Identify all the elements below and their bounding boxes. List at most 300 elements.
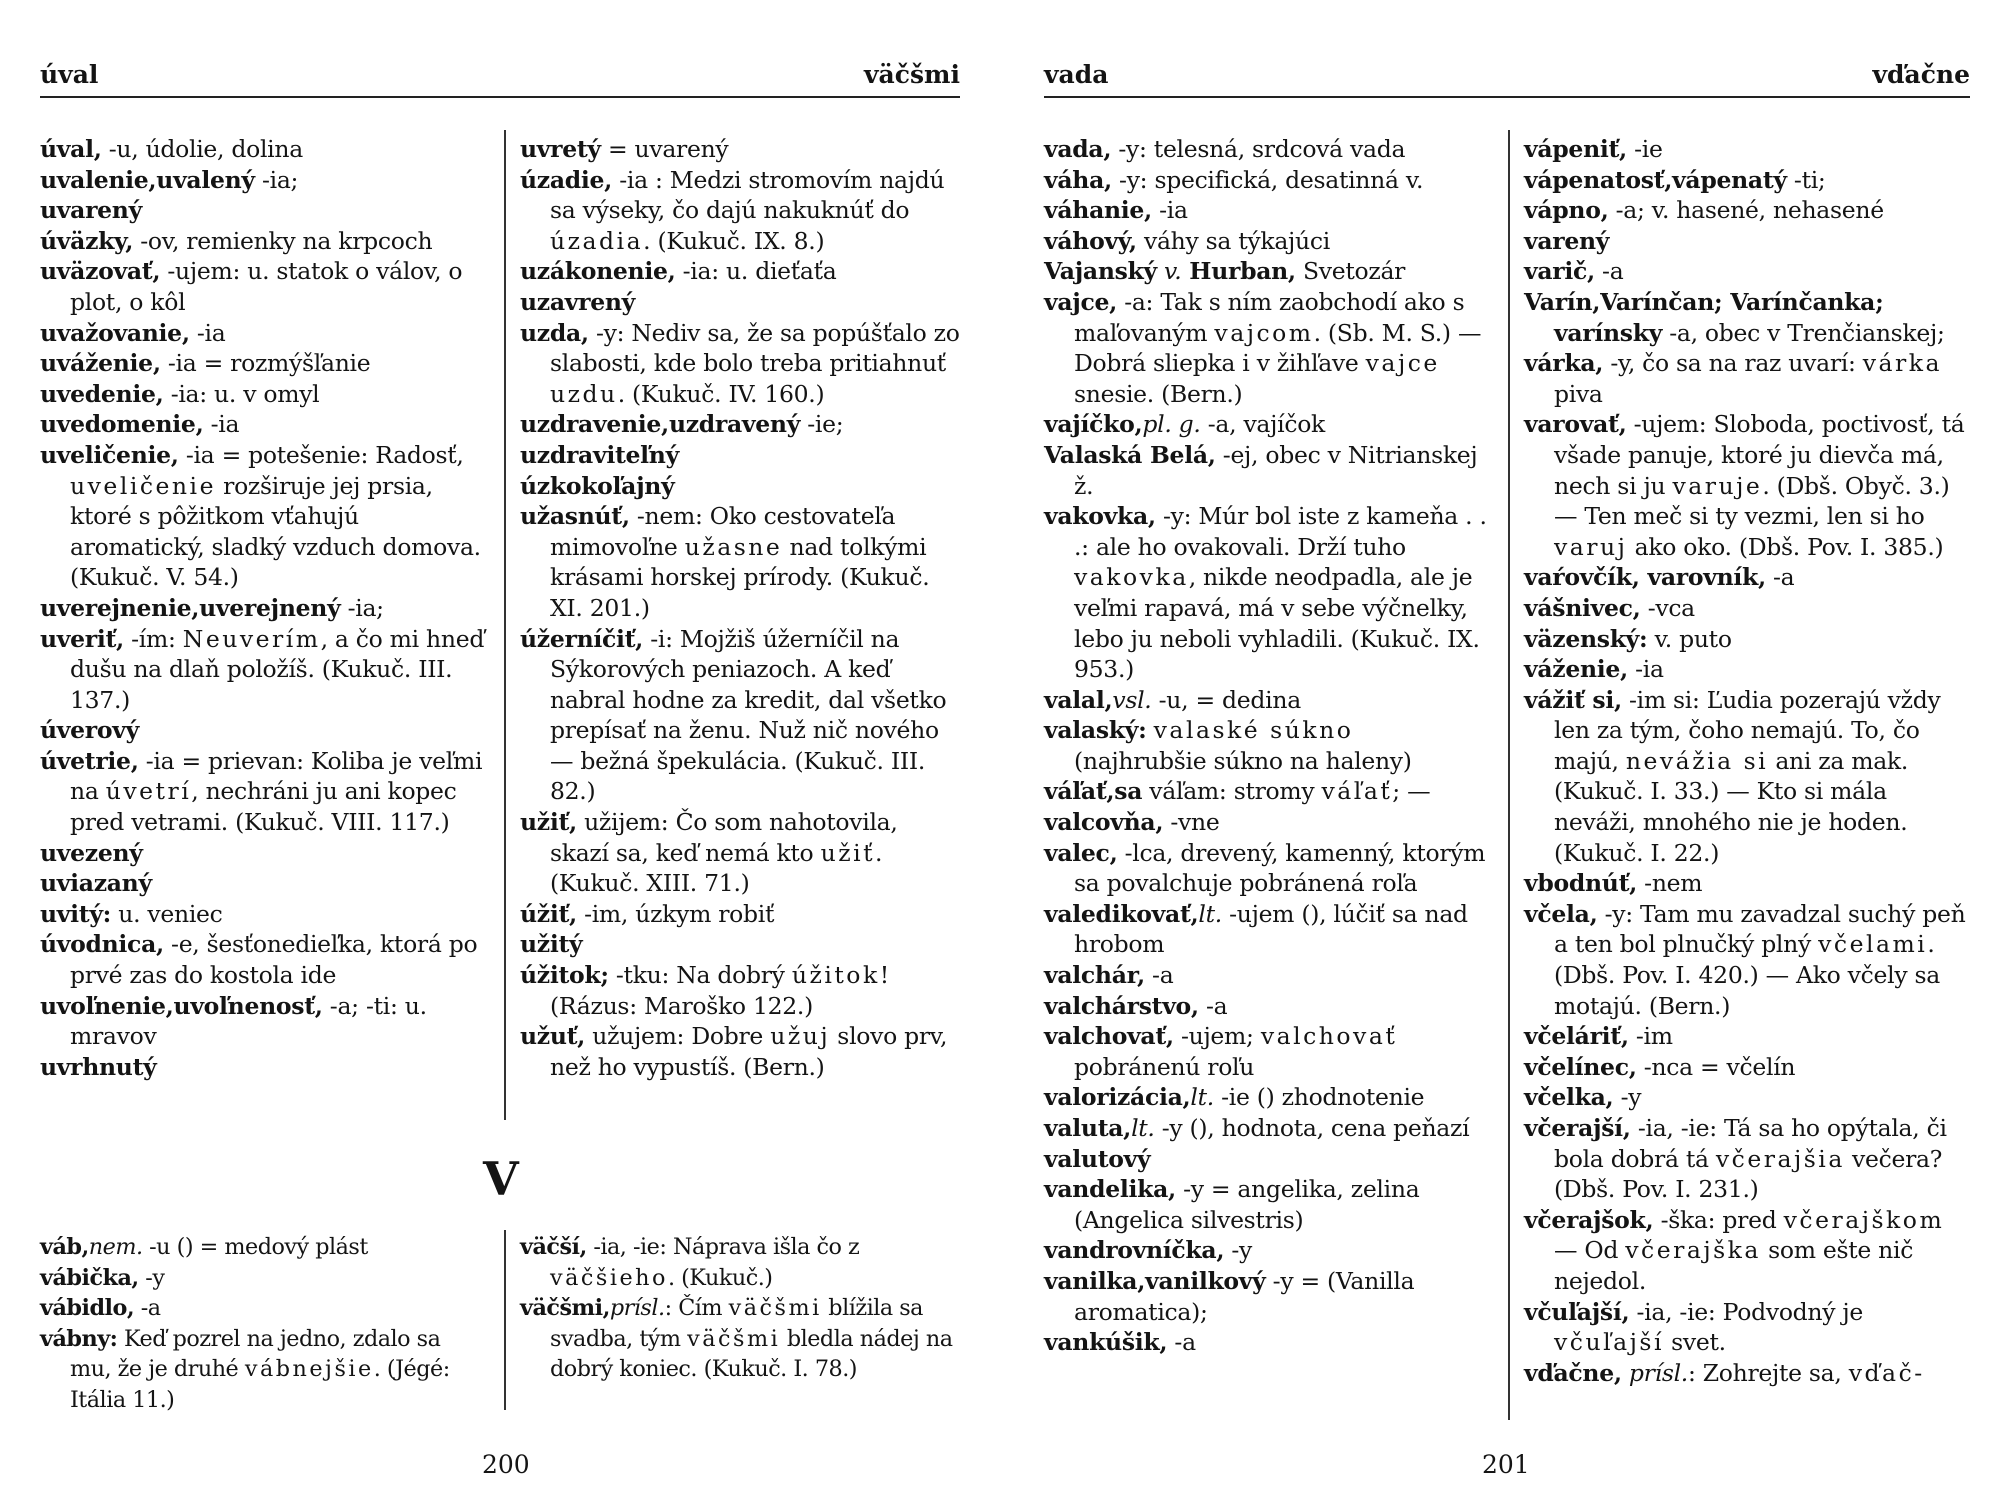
headword: užasnúť,: [520, 502, 630, 531]
header-rule: [1044, 96, 1970, 98]
right-page: [998, 0, 1996, 1500]
definition-text: -ia, -ie: Podvodný je: [1629, 1297, 1863, 1326]
column-rule: [504, 130, 506, 1120]
dictionary-entry: [520, 165, 962, 257]
definition-text: -vca: [1640, 593, 1695, 622]
headword: úžerníčiť,: [520, 624, 644, 653]
definition-text: -u,: [1151, 685, 1196, 714]
headword: valedikovať,: [1044, 899, 1199, 928]
headword: uverejnený: [199, 593, 341, 622]
dictionary-entry: [1524, 287, 1970, 348]
definition-text: -ia, -ie: Náprava išla čo z: [586, 1234, 860, 1260]
definition-text: -ie;: [800, 410, 844, 439]
headword: váženie,: [1524, 655, 1628, 684]
dictionary-entry: [520, 409, 962, 440]
headword: uzdravený: [668, 410, 801, 439]
dictionary-entry: [520, 1232, 962, 1293]
headword: Valaská Belá,: [1044, 440, 1216, 469]
definition-text: v. puto: [1647, 624, 1732, 653]
spaced-example: včelami: [1818, 930, 1928, 959]
spaced-example: väčšmi: [687, 1325, 781, 1352]
definition-text: -ška: pred: [1653, 1205, 1784, 1234]
headword: uvažovanie,: [40, 318, 190, 347]
definition-text: -ia = rozmýšľanie: [160, 349, 371, 378]
definition-text: -ia: u. dieťaťa: [675, 257, 837, 286]
headword: vankúšik,: [1044, 1328, 1168, 1357]
spaced-example: včerajškom: [1783, 1205, 1945, 1234]
headword: uzavrený: [520, 287, 635, 316]
definition-text: slovo prv, než ho vypustíš. (Bern.): [550, 1022, 948, 1081]
definition-text: -y: [1224, 1236, 1253, 1265]
definition-text: . (Kukuč.): [667, 1264, 773, 1291]
spaced-example: úžitok: [791, 961, 880, 990]
column-2: [520, 134, 962, 1082]
headword: uverejnenie,: [40, 593, 200, 622]
definition-text: -e, šesťonedieľka, ktorá po prvé zas do kostola ide: [70, 930, 478, 990]
dictionary-entry: [1524, 899, 1970, 1021]
dictionary-entry: [520, 134, 962, 165]
headword: váb,: [40, 1234, 89, 1260]
definition-text: . (Sb. M. S.) — Dobrá sliepka i v žihľave: [1074, 318, 1482, 378]
definition-text: -ia = prievan: Koliba je veľmi na: [70, 746, 483, 806]
definition-text: -ujem: u. statok o válov, o plot, o kôl: [70, 257, 463, 316]
spaced-example: užuj: [770, 1022, 831, 1051]
dictionary-entry: [1044, 165, 1488, 196]
definition-text: váľam: stromy: [1142, 777, 1322, 806]
headword: uvrhnutý: [40, 1052, 157, 1081]
definition-text: -im si: Ľudia pozerajú vždy len za tým, čoho nemajú. To, čo majú,: [1554, 685, 1941, 775]
running-head-left: úval: [40, 60, 99, 89]
definition-text: -a, obec v Trenčianskej;: [1662, 318, 1945, 347]
headword: vábička,: [40, 1264, 139, 1291]
dictionary-entry: [520, 960, 962, 1021]
headword: včerajšok,: [1524, 1205, 1654, 1234]
spaced-example: včuľajší: [1554, 1328, 1664, 1357]
dictionary-entry: [1044, 409, 1488, 440]
headword: uváženie,: [40, 349, 161, 378]
definition-text: vajíčok: [1243, 410, 1325, 439]
dictionary-entry: [1044, 838, 1488, 899]
column-3: [40, 1232, 488, 1416]
definition-text: -a: [1594, 257, 1624, 286]
definition-text: , nikde neodpadla, ale je veľmi rapavá, má v sebe výčnelky, lebo ju neboli vyhladili. (Kukuč. IX. 953.): [1074, 563, 1480, 684]
grammar-note: prísl.: [1621, 1358, 1688, 1387]
dictionary-entry: [1044, 807, 1488, 838]
headword: várka,: [1524, 349, 1604, 378]
headword: užuť,: [520, 1022, 586, 1051]
definition-text: -a: [1765, 563, 1795, 592]
dictionary-entry: [1524, 593, 1970, 624]
dictionary-entry: [1044, 1021, 1488, 1082]
headword: včerajší,: [1524, 1114, 1631, 1142]
page-number: 200: [482, 1450, 530, 1479]
definition-text: = dedina: [1195, 685, 1301, 714]
dictionary-entry: [1524, 1052, 1970, 1083]
definition-text: -u, údolie, dolina: [101, 135, 303, 163]
headword: včuľajší,: [1524, 1297, 1630, 1326]
headword: Vajanský: [1044, 257, 1157, 286]
dictionary-entry: [520, 501, 962, 623]
definition-text: -a: [134, 1295, 161, 1322]
definition-text: (najhrubšie súkno na haleny): [1074, 746, 1412, 775]
headword: Hurban,: [1181, 257, 1296, 286]
definition-text: pobránenú roľu: [1074, 1052, 1255, 1081]
headword: uzda,: [520, 318, 589, 347]
dictionary-entry: [1044, 991, 1488, 1022]
dictionary-entry: [520, 1021, 962, 1082]
definition-text: -y: [138, 1264, 165, 1291]
headword: uviazaný: [40, 869, 152, 898]
dictionary-entry: [1524, 685, 1970, 869]
headword: včelka,: [1524, 1083, 1614, 1112]
headword: vaŕovčík, varovník,: [1524, 563, 1766, 592]
dictionary-entry: [1044, 776, 1488, 807]
spaced-example: nevážia si: [1625, 746, 1769, 775]
dictionary-entry: [40, 1293, 488, 1324]
definition-text: -ia: [1151, 196, 1188, 225]
headword: vandelika,: [1044, 1175, 1176, 1204]
headword: uvretý: [520, 135, 601, 163]
definition-text: u. veniec: [111, 899, 223, 928]
definition-text: . (Jégé: Itália 11.): [70, 1356, 450, 1413]
headword: valchár,: [1044, 961, 1145, 990]
dictionary-entry: [520, 899, 962, 930]
dictionary-entry: [40, 1324, 488, 1416]
dictionary-entry: [40, 379, 488, 410]
headword: varený: [1524, 226, 1610, 255]
definition-text: -ia, -ie: Tá sa ho opýtala, či bola dobrá tá: [1554, 1114, 1947, 1173]
dictionary-entry: [40, 868, 488, 899]
definition-text: : Čím: [664, 1295, 729, 1322]
definition-text: . (Dbš. Pov. I. 420.) — Ako včely sa motajú. (Bern.): [1554, 930, 1940, 1020]
definition-text: . (Kukuč. IV. 160.): [617, 379, 825, 408]
definition-text: -ia: [203, 410, 240, 439]
dictionary-entry: [40, 715, 488, 746]
definition-text: -y: Tam mu zavadzal suchý peň a ten bol plnučký plný: [1554, 899, 1966, 959]
definition-text: . (Kukuč. IX. 8.): [643, 226, 825, 255]
definition-text: -ie (: [1213, 1083, 1266, 1112]
dictionary-entry: [1044, 501, 1488, 685]
dictionary-entry: [40, 1052, 488, 1083]
definition-text: ) zhodnotenie: [1265, 1083, 1425, 1112]
headword: váhanie,: [1044, 196, 1152, 225]
definition-text: Svetozár: [1295, 257, 1406, 286]
running-head-left: vada: [1044, 60, 1109, 89]
dictionary-entry: [1524, 624, 1970, 655]
definition-text: ), hodnota, cena peňazí: [1198, 1114, 1470, 1142]
spaced-example: valaské súkno: [1153, 716, 1354, 745]
definition-text: -y: [1613, 1083, 1642, 1112]
definition-text: -ujem (: [1221, 899, 1311, 928]
headword: uvedomenie,: [40, 410, 204, 439]
dictionary-entry: [1524, 195, 1970, 226]
definition-text: -nca = včelín: [1636, 1052, 1796, 1081]
dictionary-entry: [40, 991, 488, 1052]
spaced-example: včerajšia: [1715, 1144, 1845, 1173]
definition-text: -nem: [1637, 869, 1703, 898]
headword: väčšmi,: [520, 1295, 610, 1322]
headword: vápeniť,: [1524, 135, 1627, 163]
headword: úzadie,: [520, 165, 613, 194]
definition-text: -a: [1198, 991, 1228, 1020]
definition-text: -y = angelika, zelina (Angelica silvestris): [1074, 1175, 1420, 1234]
definition-text: -ia;: [340, 593, 384, 622]
headword: uvalenie,: [40, 165, 157, 194]
dictionary-entry: [1044, 1266, 1488, 1327]
definition-text: -vne: [1163, 808, 1220, 837]
headword: uvalený: [156, 165, 255, 194]
headword: vápenatý: [1672, 165, 1787, 194]
definition-text: ; —: [1392, 777, 1431, 806]
headword: vada,: [1044, 135, 1112, 163]
spaced-example: väčšmi: [728, 1295, 822, 1322]
definition-text: -ia = potešenie: Radosť,: [178, 440, 464, 469]
dictionary-entry: [520, 440, 962, 471]
headword: valchárstvo,: [1044, 991, 1199, 1020]
grammar-note: lt.: [1198, 899, 1222, 928]
spaced-example: vábnejšie: [244, 1356, 374, 1383]
definition-text: -lca, drevený, kamenný, ktorým sa povalchuje pobránená roľa: [1074, 838, 1486, 898]
dictionary-entry: [1524, 348, 1970, 409]
dictionary-entry: [1524, 1082, 1970, 1113]
dictionary-entry: [1044, 1113, 1488, 1144]
headword: vbodnúť,: [1524, 869, 1638, 898]
definition-text: -u (: [142, 1234, 185, 1260]
headword: uvitý:: [40, 899, 112, 928]
grammar-note: prísl.: [609, 1295, 665, 1322]
headword: valuta,: [1044, 1114, 1132, 1142]
dictionary-entry: [1044, 960, 1488, 991]
dictionary-entry: [40, 929, 488, 990]
headword: vápno,: [1524, 196, 1609, 225]
definition-text: -ti;: [1786, 165, 1826, 194]
dictionary-entry: [1044, 715, 1488, 776]
definition-text: -i: Mojžiš úžerníčil na Sýkorových peniazoch. A keď nabral hodne za kredit, dal všetko prepísať na ženu. Nuž nič nového — bežná špekulácia. (Kukuč. III. 82.): [550, 624, 947, 806]
spaced-example: vajce: [1365, 349, 1440, 378]
definition-text: nad tolkými krásami horskej prírody. (Kukuč. XI. 201.): [550, 532, 930, 622]
spaced-example: úzadia: [550, 226, 644, 255]
dictionary-entry: [40, 624, 488, 716]
definition-text: -y = (Vanilla aromatica);: [1074, 1266, 1415, 1326]
spaced-example: varuje: [1672, 471, 1763, 500]
dictionary-entry: [520, 318, 962, 410]
dictionary-entry: [1524, 409, 1970, 562]
headword: Varín,: [1524, 287, 1601, 316]
headword: uväzovať,: [40, 257, 161, 286]
headword: väzenský:: [1524, 624, 1648, 653]
headword: sa: [1114, 777, 1143, 806]
headword: vajce,: [1044, 287, 1118, 316]
definition-text: užujem: Dobre: [585, 1022, 771, 1051]
dictionary-entry: [520, 256, 962, 287]
spaced-example: včerajška: [1625, 1236, 1761, 1265]
dictionary-entry: [40, 165, 488, 196]
spaced-example: vajcom: [1214, 318, 1314, 347]
headword: úžitok;: [520, 961, 609, 990]
headword: uvarený: [40, 196, 142, 225]
headword: úžiť,: [520, 899, 577, 928]
dictionary-entry: [40, 440, 488, 593]
headword: uvedenie,: [40, 379, 164, 408]
headword: valutový: [1044, 1144, 1151, 1173]
dictionary-entry: [1044, 1082, 1488, 1113]
dictionary-entry: [520, 1293, 962, 1385]
dictionary-entry: [1524, 1358, 1970, 1389]
dictionary-entry: [40, 838, 488, 869]
definition-text: -ia;: [254, 165, 299, 194]
dictionary-entry: [40, 318, 488, 349]
dictionary-entry: [40, 409, 488, 440]
headword: užiť,: [520, 808, 577, 837]
headword: váha,: [1044, 165, 1112, 194]
headword: varovať,: [1524, 410, 1627, 439]
definition-text: ), lúčiť sa nad hrobom: [1074, 899, 1468, 959]
headword: uvezený: [40, 838, 143, 867]
definition-text: -ov, remienky na krpcoch: [133, 226, 433, 255]
definition-text: . (Kukuč. XIII. 71.): [550, 838, 883, 898]
spaced-example: váľať: [1321, 777, 1393, 806]
headword: uveriť,: [40, 624, 124, 653]
column-rule: [1508, 130, 1510, 1420]
spaced-example: várka: [1862, 349, 1943, 378]
column-1: [40, 134, 488, 1082]
headword: vajíčko,: [1044, 410, 1143, 439]
dictionary-entry: [40, 593, 488, 624]
definition-text: -ujem: Sloboda, poctivosť, tá všade panuje, ktoré ju dievča má, nech si ju: [1554, 410, 1965, 500]
headword: uvoľnenie,: [40, 991, 174, 1020]
definition-text: -a,: [1200, 410, 1244, 439]
dictionary-entry: [1524, 1297, 1970, 1358]
dictionary-entry: [520, 471, 962, 502]
definition-text: , nechráni ju ani kopec pred vetrami. (Kukuč. VIII. 117.): [70, 777, 457, 837]
definition-text: -ia: [189, 318, 226, 347]
definition-text: [1146, 716, 1153, 744]
grammar-note: vsl.: [1112, 685, 1152, 714]
headword: uzdraviteľný: [520, 440, 679, 469]
headword: väčší,: [520, 1234, 587, 1260]
dictionary-entry: [40, 226, 488, 257]
grammar-note: lt.: [1131, 1114, 1155, 1142]
dictionary-entry: [1044, 1235, 1488, 1266]
definition-text: ani za mak. (Kukuč. I. 33.) — Kto si mála neváži, mnohého nie je hoden. (Kukuč. I. 22.): [1554, 746, 1909, 867]
dictionary-entry: [1044, 226, 1488, 257]
definition-text: -y: Nediv sa, že sa popúšťalo zo slabosti, kde bolo treba pritiahnuť: [550, 318, 960, 378]
running-head-right: väčšmi: [864, 60, 960, 89]
headword: úvetrie,: [40, 746, 139, 775]
headword: uveličenie,: [40, 440, 179, 469]
spaced-example: Neuverím: [182, 624, 321, 653]
definition-text: -a: [1144, 961, 1174, 990]
definition-text: ! (Rázus: Maroško 122.): [550, 961, 889, 1020]
definition-text: -a; v. hasené, nehasené: [1608, 196, 1884, 225]
definition-text: -nem: Oko cestovateľa mimovoľne: [550, 502, 896, 561]
column-4: [520, 1232, 962, 1385]
dictionary-entry: [1044, 287, 1488, 409]
dictionary-entry: [40, 256, 488, 317]
definition-text: , a čo mi hneď dušu na dlaň položíš. (Kukuč. III. 137.): [70, 624, 485, 714]
spaced-example: vďač-: [1848, 1358, 1925, 1387]
headword: uzdravenie,: [520, 410, 669, 439]
headword: úverový: [40, 716, 139, 745]
headword: vábidlo,: [40, 1295, 135, 1322]
dictionary-entry: [40, 899, 488, 930]
definition-text: blížila sa svadba, tým: [550, 1295, 923, 1352]
running-head-right: vďačne: [1872, 60, 1970, 89]
definition-text: rozširuje jej prsia, ktoré s pôžitkom vťahujú aromatický, sladký vzduch domova. (Kukuč. V. 54.): [70, 471, 481, 592]
definition-text: -y: Múr bol iste z kameňa . . .: ale ho ovakovali. Drží tuho: [1074, 502, 1487, 561]
definition-text: svet.: [1663, 1328, 1726, 1357]
column-2: [1524, 134, 1970, 1388]
definition-text: ) = medový plást: [184, 1234, 368, 1260]
headword: valec,: [1044, 838, 1118, 867]
definition-text: -y: specifická, desatinná v.: [1111, 165, 1424, 194]
definition-text: -y, čo sa na raz uvarí:: [1603, 349, 1863, 378]
definition-text: snesie. (Bern.): [1074, 379, 1243, 408]
definition-text: = uvarený: [600, 135, 729, 163]
headword: varič,: [1524, 257, 1595, 286]
dictionary-entry: [40, 1232, 488, 1263]
spaced-example: úvetrí: [105, 777, 192, 806]
headword: užitý: [520, 930, 583, 959]
headword: vanilkový: [1145, 1266, 1266, 1295]
page-number: 201: [1482, 1450, 1530, 1479]
spaced-example: uzdu: [550, 379, 618, 408]
definition-text: ako oko. (Dbš. Pov. I. 385.): [1627, 532, 1944, 561]
spaced-example: valchovať: [1260, 1022, 1398, 1051]
headword: včeláriť,: [1524, 1022, 1629, 1051]
column-1: [1044, 134, 1488, 1358]
dictionary-entry: [40, 1263, 488, 1294]
headword: vandrovníčka,: [1044, 1236, 1225, 1265]
dictionary-entry: [40, 195, 488, 226]
definition-text: -y (: [1154, 1114, 1199, 1142]
section-letter: V: [483, 1152, 519, 1206]
definition-text: váhy sa týkajúci: [1136, 226, 1330, 255]
dictionary-entry: [1044, 1144, 1488, 1175]
headword: valorizácia,: [1044, 1083, 1191, 1112]
headword: uzákonenie,: [520, 257, 676, 286]
headword: vášnivec,: [1524, 593, 1641, 622]
definition-text: -a: [1167, 1328, 1196, 1357]
dictionary-entry: [1524, 165, 1970, 196]
definition-text: — Od: [1554, 1236, 1626, 1265]
spaced-example: vakovka: [1074, 563, 1189, 592]
column-rule: [504, 1230, 506, 1410]
definition-text: -ia: u. v omyl: [163, 379, 320, 408]
dictionary-entry: [1524, 226, 1970, 257]
definition-text: -a: Tak s ním zaobchodí ako s maľovaným: [1074, 287, 1465, 347]
headword: vápenatosť,: [1524, 165, 1673, 194]
grammar-note: nem.: [88, 1234, 143, 1260]
definition-text: -ia : Medzi stromovím najdú sa výseky, čo dajú nakuknúť do: [550, 165, 945, 225]
header-rule: [40, 96, 960, 98]
dictionary-entry: [40, 134, 488, 165]
dictionary-entry: [1524, 1205, 1970, 1297]
headword: úvodnica,: [40, 930, 164, 959]
definition-text: -ujem;: [1173, 1022, 1261, 1051]
definition-text: -a;: [322, 991, 366, 1020]
dictionary-entry: [520, 807, 962, 899]
headword: váhový,: [1044, 226, 1137, 255]
dictionary-entry: [1044, 134, 1488, 165]
grammar-note: lt.: [1190, 1083, 1214, 1112]
definition-text: piva: [1554, 379, 1603, 408]
dictionary-entry: [1524, 562, 1970, 593]
definition-text: Keď pozrel na jedno, zdalo sa mu, že je druhé: [70, 1325, 441, 1383]
spaced-example: užasne: [684, 532, 783, 561]
definition-text: -ia: [1627, 655, 1664, 684]
spaced-example: väčšieho: [550, 1264, 668, 1291]
